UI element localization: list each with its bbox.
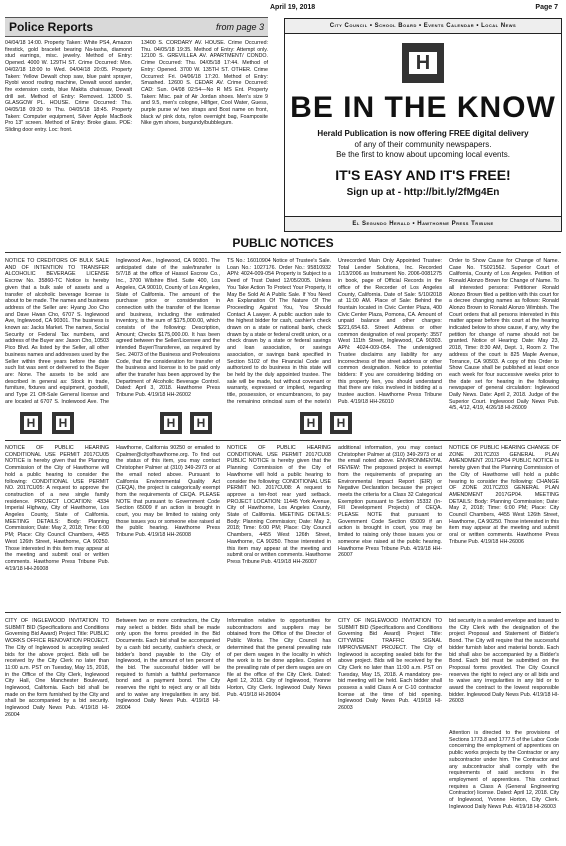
police-reports-banner — [5, 17, 268, 37]
notice-bid-traffic-signal-end: Attention is directed to the provisions of Sections 1773.8 and 1777.5 of the Labor Code concerning the employment of apprentices on public works projects by the Contractor or any subcontractor under him. The Contractor and any subcontractor shall comply with the requirements of said sections in the employment of apprentices. This contract requires a Class A (General Engineering Contractor) license. Dated: April 12, 2018. City of Inglewood, Yvonne Horton, City Clerk. Inglewood Daily News Pub. 4/19/18 HI-26003 — [449, 730, 559, 810]
herald-logo-icon: H — [160, 412, 182, 434]
be-in-the-know-ad — [284, 18, 562, 232]
notice-bulk-sale-cont: Inglewood Ave., Inglewood, CA 90301. The anticipated date of the sale/transfer is 5/7/18 at the office of Hassol Escrow Co., Inc., 3700 Wilshire Blvd. Suite 400, Los Angeles, CA 90010, County of Los Angeles, State of California. The amount of the purchase price or consideration in connection with the transfer of the license and business, including the estimated inventory, is the sum of $175,000.00, which consists of the following: Description, Amount; Checks $175,000.00. It has been agreed between the Seller/Licensee and the intended Buyer/Transferee, as required by Sec. 24073 of the Business and Professions Code, that the consideration for transfer of the business and license is to be paid only after the transfer has been approved by the Department of Alcoholic Beverage Control. Dated: April 3, 2018. Hawthorne Press Tribune Pub. 4/19/18 HH-26002 — [116, 258, 220, 399]
police-column-2: 13400 S. CORDARY AV. HOUSE. Crime Occurred: Thu. 04/05/18 19:35. Method of Entry: Attempt only. 12100 S. GREVILLEA AV. APARTMENT/ CONDO. Crime Occurred: Thu. 04/05/18 17:44. Method of Entry: Opened. 3700 W. 135TH ST. OTHER. Crime Occurred: Fri. 04/06/18 17:20. Method of Entry: Smashed. 12600 S. CEDAR AV. Crime Occurred: CAD: Sun. 04/08 02:54—No R MS Ent. Property Taken: Misc. pair of Air Jordan shoes. Men's size 9 and 9.5, men's cologne, Hilfiger, Cool Water, Guess, purple purse w/ two straps and Bost name on front, black w/ pink dots, nylon overnight bag, Foamposite Nike gym shoes, burgundy/bubblegum. — [141, 40, 268, 127]
herald-building-icon: H — [402, 43, 444, 83]
section-divider — [5, 252, 561, 253]
continued-from-label: from page 3 — [215, 22, 264, 32]
notice-trustee-sale: TS No.: 16010904 Notice of Trustee's Sale. Loan No.: 1027176. Order No.: 95810932 APN: 4024-009-054 Property is Subject to a Deed of Trust Dated 12/05/2005. Unless You Take Action To Protect Your Property, It May Be Sold At A Public Sale. If You Need An Explanation Of The Nature Of The Proceeding Against You, You Should Contact A Lawyer. A public auction sale to the highest bidder for cash, cashier's check drawn on a state or national bank, check drawn by a state or federal credit union, or a check drawn by a state or federal savings and loan association, or savings association, or savings bank specified in Section 5102 of the Financial Code and authorized to do business in this state will be held by the duly appointed trustee. The sale will be made, but without covenant or warranty, expressed or implied, regarding title, possession, or encumbrances, to pay the remaining principal sum of the note(s) — [227, 258, 331, 403]
ad-easy-free: IT'S EASY AND IT'S FREE! — [335, 167, 511, 183]
notice-cup-2017cu08: NOTICE OF PUBLIC HEARING CONDITIONAL USE PERMIT 2017CU08 PUBLIC NOTICE is hereby given that the Planning Commission of the City of Hawthorne will hold a public hearing to consider the following: CONDITIONAL USE PERMIT NO. 2017CU08: A request to approve a ten-foot rear yard setback. PROJECT LOCATION: 11445 York Avenue, City of Hawthorne, Los Angeles County, State of California. MEETING DETAILS: Body: Planning Commission; Date: May 2, 2018; Time: 6:00 PM; Place: City Council Chambers, 4455 West 126th Street, Hawthorne, CA 90250. Those interested in this item may appear at the meeting and submit oral or written comments. Hawthorne Press Tribune Pub. 4/19/18 HH-26007 — [227, 445, 331, 565]
ad-top-bar: City Council • School Board • Events Calendar • Local News — [285, 19, 561, 34]
notice-bid-traffic-signal-cont: bid security in a sealed envelope and issued to the City Clerk with the designation of the project Proposal and Statement of Bidder's Bond. The City will require that the successful bidder furnish labor and material bonds. Each bid shall also be accompanied by a Bidder's Bond. Each bid must be submitted on the Proposal forms provided. The City Council reserves the right to reject any or all bids and to waive any irregularities in any bid or to award the contract to the lowest responsible bidder. Inglewood Daily News Pub. 4/19/18 HI-26003 — [449, 618, 559, 705]
notice-cup-2017cu05: NOTICE OF PUBLIC HEARING CONDITIONAL USE PERMIT 2017CU05 NOTICE is hereby given that the Planning Commission of the City of Hawthorne will hold a public hearing to consider the following: CONDITIONAL USE PERMIT NO. 2017CU05: A request to approve the construction of a new single family residence. PROJECT LOCATION: 4334 Imperial Highway, City of Hawthorne, Los Angeles County, State of California. MEETING DETAILS: Body: Planning Commission; Date: May 2, 2018; Time: 6:00 PM; Place: City Council Chambers, 4455 West 126th Street, Hawthorne, CA 90250. Those interested in this item may appear at the meeting and submit oral or written comments. Hawthorne Press Tribune Pub. 4/19/18 HH-26008 — [5, 445, 109, 572]
ad-line-1: Herald Publication is now offering FREE digital delivery — [317, 129, 529, 138]
page-header — [0, 0, 566, 16]
notice-cup-2017cu05-cont: Hawthorne, California 90250 or emailed to Cpalmer@cityofhawthorne.org. To find out the status of this item, you may contact Christopher Palmer at (310) 349-2973 or at the email noted above. Pursuant to California Environmental Quality Act (CEQA), the project is categorically exempt from the requirements of CEQA. PLEASE NOTE that pursuant to Government Code Section 65009 if an action is brought in court, you may be limited to raising only those issues you or someone else raised at the public hearing. Hawthorne Press Tribune Pub. 4/19/18 HH-26008 — [116, 445, 220, 539]
notice-bid-office-renovation-cont: Between two or more contractors, the City may select a bidder. Bids shall be made only upon the forms provided in the Bid Documents. Each bid shall be accompanied by a cash bid security, cashier's check, or bidder's bond payable to the City of Inglewood, in the amount of ten percent of the bid. The successful bidder will be required to furnish a faithful performance bond and a payment bond. The City reserves the right to reject any or all bids and to waive any irregularities in any bid. Inglewood Daily News Pub. 4/19/18 HI-26004 — [116, 618, 220, 712]
notice-divider — [5, 440, 561, 441]
notice-change-of-name: Order to Show Cause for Change of Name. Case No. TS021562. Superior Court of California, County of Los Angeles. Petition of Ronald Alonzo Brown for Change of Name. To all interested persons: Petitioner Ronald Alonzo Brown filed a petition with this court for a decree changing names as follows: Ronald Alonzo Brown to Ronald Alonzo Wimbish. The Court orders that all persons interested in this matter appear before this court at the hearing indicated below to show cause, if any, why the petition for change of name should not be granted. Notice of Hearing: Date: May 23, 2018, Time: 8:30 AM, Dept. 1, Room 2. The address of the court is 825 Maple Avenue, Torrance, CA 90503. A copy of this Order to Show Cause shall be published at least once each week for four successive weeks prior to the date set for hearing in the following newspaper of general circulation: Inglewood Daily News. Date: April 2, 2018. Judge of the Superior Court. Inglewood Daily News Pub. 4/5, 4/12, 4/19, 4/26/18 HI-26009 — [449, 258, 559, 412]
notice-cup-2017cu08-cont: additional information, you may contact Christopher Palmer at (310) 349-2973 or at the email noted above. ENVIRONMENTAL REVIEW: The proposed project is exempt from the requirements of preparing an Environmental Impact Report (EIR) or Negative Declaration because the project meets the criteria for a Class 32 Categorical Exemption pursuant to Section 15332 (In-Fill Development Projects) of CEQA. PLEASE NOTE that pursuant to Government Code Section 65009 if an action is brought in court, you may be limited to raising only those issues you or someone else raised at the public hearing. Hawthorne Press Tribune Pub. 4/19/18 HH-26007 — [338, 445, 442, 559]
police-column-1: 04/04/18 14:00. Property Taken: White PS4, Amazon firestick, gold bracelet bearing Na-tasha, diamond stud earrings, misc. jewelry. Method of Entry: Opened. 4000 W. 129TH ST. Crime Occurred: Mon. 04/02/18 18:00 to Wed. 04/04/18 20:05. Property Taken: Yellow Dewalt chop saw, blue paint sprayer, Ryobi wood routing machine, Dewalt wood sander, fire extension cords, blue Makita chainsaw, Dewalt drill set. Method of Entry: Removed. 13000 S. GLASGOW PL. HOUSE. Crime Occurred: Thu. 04/05/18 09:30 to Thu. 04/05/18 18:45. Property Taken: Computer equipment, Silver Apple MacBook Pro 13" screen. Method of Entry: Broke glass. POE: Sliding door entry. Loc: front. — [5, 40, 132, 134]
notice-change-of-zone: NOTICE OF PUBLIC HEARING CHANGE OF ZONE 2017CZ03 GENERAL PLAN AMENDMENT 2017GP04 PUBLIC NOTICE is hereby given that the Planning Commission of the City of Hawthorne will hold a public hearing to consider the following: CHANGE OF ZONE 2017CZ03 GENERAL PLAN AMENDMENT 2017GP04. MEETING DETAILS: Body: Planning Commission; Date: May 2, 2018; Time: 6:00 PM; Place: City Council Chambers, 4455 West 126th Street, Hawthorne, CA 90250. Those interested in this item may appear at the meeting and submit oral or written comments. Hawthorne Press Tribune Pub. 4/19/18 HH-26006 — [449, 445, 559, 545]
notice-bid-traffic-signal: CITY OF INGLEWOOD INVITATION TO SUBMIT BID (Specifications and Conditions Governing Bid Award) Project Title: CITYWIDE TRAFFIC SIGNAL IMPROVEMENT PROJECT. The City of Inglewood is accepting sealed bids for the above project. Bids will be received by the City Clerk no later than 11:00 a.m. PST on Tuesday, May 15, 2018. A mandatory pre-bid meeting will be held. Each bidder shall possess a valid Class A or C-10 contractor license at the time of bid opening. Inglewood Daily News Pub. 4/19/18 HI-26003 — [338, 618, 442, 712]
ad-line-3: Be the first to know about upcoming local events. — [336, 150, 510, 159]
herald-logo-icon: H — [190, 412, 212, 434]
notice-bulk-sale: NOTICE TO CREDITORS OF BULK SALE AND OF INTENTION TO TRANSFER ALCOHOLIC BEVERAGE LICENSE Escrow No. 35860-TC Notice is hereby given that a bulk sale of assets and a transfer of alcoholic beverage license is about to be made. The names and business address of the Seller are: Hyang Joo Cho and Dave Hwan Cho, 6707 S. Inglewood Ave, Inglewood, CA 90301. The business is known as: Jacks Market. The names, Social Security or Federal Tax numbers, and address of the Buyer are: Jason Cho, 10503 Pico Blvd. As listed by the Seller, all other business names and addresses used by the Seller within three years before the date such list was sent or delivered to the Buyer are: None. The assets to be sold are described in general as: Stock in trade, furniture, fixtures and equipment, goodwill, and Type 21 Off-Sale General license and are located at 6707 S. Inglewood Ave. The — [5, 258, 109, 403]
ad-headline: BE IN THE KNOW — [290, 91, 556, 124]
ad-bottom-bar: El Segundo Herald • Hawthorne Press Tribune — [285, 216, 561, 231]
police-reports-title: Police Reports — [9, 20, 94, 34]
herald-logo-icon: H — [330, 412, 352, 434]
herald-logo-icon: H — [20, 412, 42, 434]
notice-bid-office-renovation-end: Information relative to opportunities for subcontractors and suppliers may be obtained from the Office of the Director of Public Works. The City Council has determined that the general prevailing rate of per diem wages in the locality in which the work is to be done applies. Copies of the prevailing rate of per diem wages are on file at the office of the City Clerk. Dated: April 12, 2018. City of Inglewood, Yvonne Horton, City Clerk. Inglewood Daily News Pub. 4/19/18 HI-26004 — [227, 618, 331, 698]
ad-line-2: of any of their community newspapers. — [354, 140, 492, 149]
page-number: Page 7 — [535, 4, 558, 11]
notice-trustee-sale-cont: Unrecorded Main Only Appointed Trustee: Total Lender Solutions, Inc. Recorded 1/13/2006 as Instrument No. 2006-0081275 in book, page of Official Records in the office of the Recorder of Los Angeles County, California. Date of Sale: 5/10/2018 at 11:00 AM. Place of Sale: Behind the fountain located in Civic Center Plaza, 400 Civic Center Plaza, Pomona, CA. Amount of unpaid balance and other charges: $221,654.63. Street Address or other common designation of real property: 3557 West 111th Street, Inglewood, CA 90303. APN: 4024-009-054. The undersigned Trustee disclaims any liability for any incorrectness of the street address or other common designation. Notice to potential bidders: If you are considering bidding on this property lien, you should understand that there are risks involved in bidding at a trustee auction. Hawthorne Press Tribune Pub. 4/19/18 HH-26010 — [338, 258, 442, 403]
notice-divider — [5, 612, 561, 613]
ad-signup-link[interactable]: Sign up at - http://bit.ly/2fMg4En — [346, 187, 500, 198]
public-notices-title: PUBLIC NOTICES — [232, 236, 334, 250]
notice-bid-office-renovation: CITY OF INGLEWOOD INVITATION TO SUBMIT BID (Specifications and Conditions Governing Bid Award) Project Title: PUBLIC WORKS OFFICE RENOVATION PROJECT. The City of Inglewood is accepting sealed bids for the above project. Bids will be received by the City Clerk no later than 11:00 a.m. PST on Tuesday, May 15, 2018, in the Office of the City Clerk, Inglewood City Hall, One Manchester Boulevard, Inglewood, California. Each bid shall be made on the form furnished by the City and shall be accompanied by a bid security. Inglewood Daily News Pub. 4/19/18 HI-26004 — [5, 618, 109, 718]
herald-logo-icon: H — [300, 412, 322, 434]
herald-logo-icon: H — [52, 412, 74, 434]
issue-date: April 19, 2018 — [270, 4, 316, 11]
